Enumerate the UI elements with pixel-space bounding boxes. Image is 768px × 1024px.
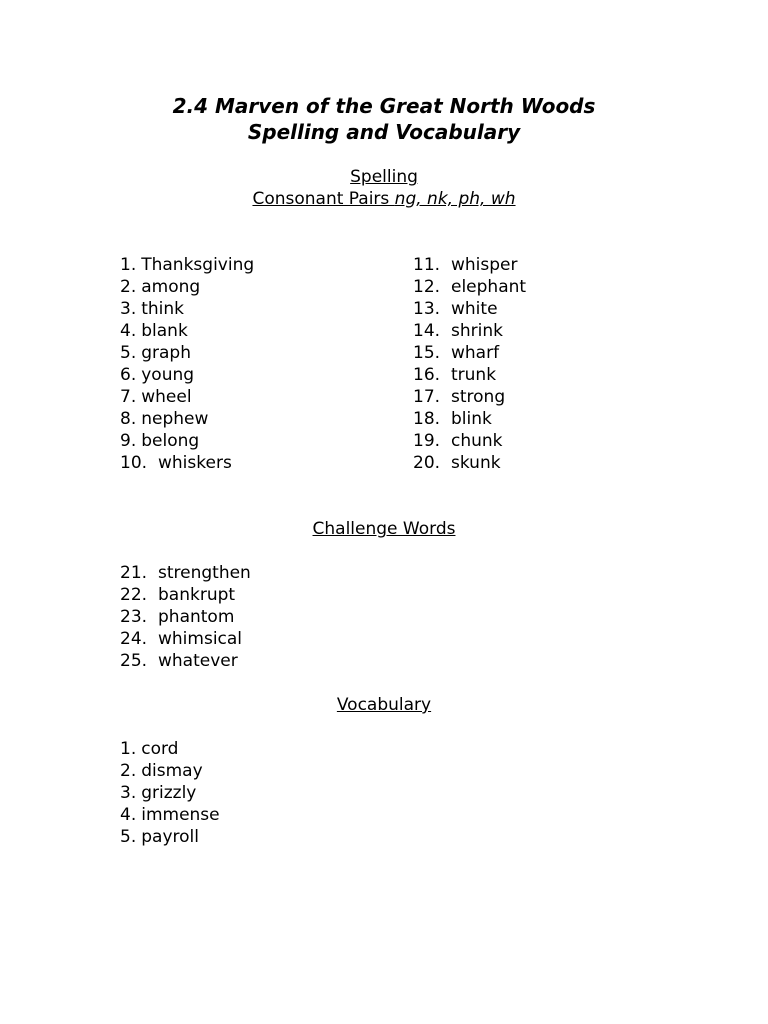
item-word: bankrupt: [158, 585, 236, 605]
document-subtitle: Spelling and Vocabulary: [247, 120, 521, 144]
item-number: 20.: [413, 453, 441, 473]
item-word: wharf: [451, 343, 500, 363]
item-word: immense: [141, 805, 220, 825]
item-number: 1.: [120, 255, 137, 275]
spelling-subheading-prefix: Consonant Pairs: [252, 189, 395, 209]
item-word: think: [141, 299, 185, 319]
list-item: [120, 760, 220, 782]
item-word: chunk: [451, 431, 503, 451]
item-word: Thanksgiving: [141, 255, 255, 275]
item-number: 12.: [413, 277, 441, 297]
list-item: [120, 364, 254, 386]
list-item: [120, 738, 220, 760]
item-word: payroll: [141, 827, 199, 847]
spelling-subheading: [0, 188, 768, 210]
item-word: among: [141, 277, 201, 297]
item-number: 21.: [120, 563, 148, 583]
list-item: [120, 320, 254, 342]
item-number: 16.: [413, 365, 441, 385]
spelling-list-right: [413, 254, 526, 474]
list-item: [413, 254, 526, 276]
list-item: [120, 804, 220, 826]
spelling-subheading-pairs: ng, nk, ph, wh: [394, 189, 516, 209]
list-item: [120, 342, 254, 364]
item-number: 1.: [120, 739, 137, 759]
item-number: 3.: [120, 783, 137, 803]
list-item: [120, 782, 220, 804]
item-number: 11.: [413, 255, 441, 275]
item-word: strengthen: [158, 563, 251, 583]
item-word: strong: [451, 387, 506, 407]
challenge-list: [120, 562, 251, 672]
list-item: [120, 606, 251, 628]
challenge-heading-text: Challenge Words: [312, 519, 456, 539]
list-item: [120, 254, 254, 276]
list-item: [413, 452, 526, 474]
list-item: [413, 430, 526, 452]
document-title: 2.4 Marven of the Great North Woods: [172, 94, 596, 118]
item-word: cord: [141, 739, 179, 759]
item-number: 4.: [120, 805, 137, 825]
item-number: 18.: [413, 409, 441, 429]
item-word: whiskers: [158, 453, 232, 473]
item-word: phantom: [158, 607, 235, 627]
spelling-heading-text: Spelling: [350, 167, 418, 187]
item-word: belong: [141, 431, 200, 451]
item-number: 22.: [120, 585, 148, 605]
item-number: 4.: [120, 321, 137, 341]
vocabulary-heading-text: Vocabulary: [336, 695, 432, 715]
spelling-heading: [0, 166, 768, 188]
item-number: 14.: [413, 321, 441, 341]
list-item: [120, 430, 254, 452]
list-item: [413, 364, 526, 386]
challenge-heading: [0, 518, 768, 540]
item-word: grizzly: [141, 783, 197, 803]
item-number: 5.: [120, 827, 137, 847]
item-word: skunk: [451, 453, 501, 473]
list-item: [120, 628, 251, 650]
item-word: nephew: [141, 409, 209, 429]
item-word: whisper: [451, 255, 518, 275]
item-word: blank: [141, 321, 188, 341]
list-item: [120, 452, 254, 474]
item-number: 15.: [413, 343, 441, 363]
item-word: wheel: [141, 387, 192, 407]
item-word: elephant: [451, 277, 527, 297]
item-number: 10.: [120, 453, 148, 473]
item-word: young: [141, 365, 195, 385]
item-word: whatever: [158, 651, 238, 671]
list-item: [120, 650, 251, 672]
item-number: 2.: [120, 761, 137, 781]
list-item: [413, 386, 526, 408]
item-word: graph: [141, 343, 191, 363]
vocabulary-list: [120, 738, 220, 848]
item-word: shrink: [451, 321, 503, 341]
list-item: [120, 276, 254, 298]
list-item: [413, 320, 526, 342]
list-item: [120, 826, 220, 848]
item-number: 2.: [120, 277, 137, 297]
item-number: 9.: [120, 431, 137, 451]
item-number: 5.: [120, 343, 137, 363]
list-item: [413, 342, 526, 364]
item-number: 3.: [120, 299, 137, 319]
item-word: blink: [451, 409, 492, 429]
list-item: [413, 298, 526, 320]
list-item: [120, 584, 251, 606]
list-item: [413, 276, 526, 298]
item-number: 8.: [120, 409, 137, 429]
list-item: [120, 386, 254, 408]
item-number: 13.: [413, 299, 441, 319]
item-number: 7.: [120, 387, 137, 407]
list-item: [413, 408, 526, 430]
spelling-list-left: [120, 254, 254, 474]
item-number: 24.: [120, 629, 148, 649]
item-number: 17.: [413, 387, 441, 407]
item-word: trunk: [451, 365, 497, 385]
item-number: 6.: [120, 365, 137, 385]
list-item: [120, 298, 254, 320]
list-item: [120, 408, 254, 430]
spelling-subheading-text: [252, 189, 515, 209]
item-word: white: [451, 299, 498, 319]
list-item: [120, 562, 251, 584]
item-number: 25.: [120, 651, 148, 671]
vocabulary-heading: [0, 694, 768, 716]
item-number: 23.: [120, 607, 148, 627]
item-word: dismay: [141, 761, 203, 781]
item-number: 19.: [413, 431, 441, 451]
item-word: whimsical: [158, 629, 243, 649]
